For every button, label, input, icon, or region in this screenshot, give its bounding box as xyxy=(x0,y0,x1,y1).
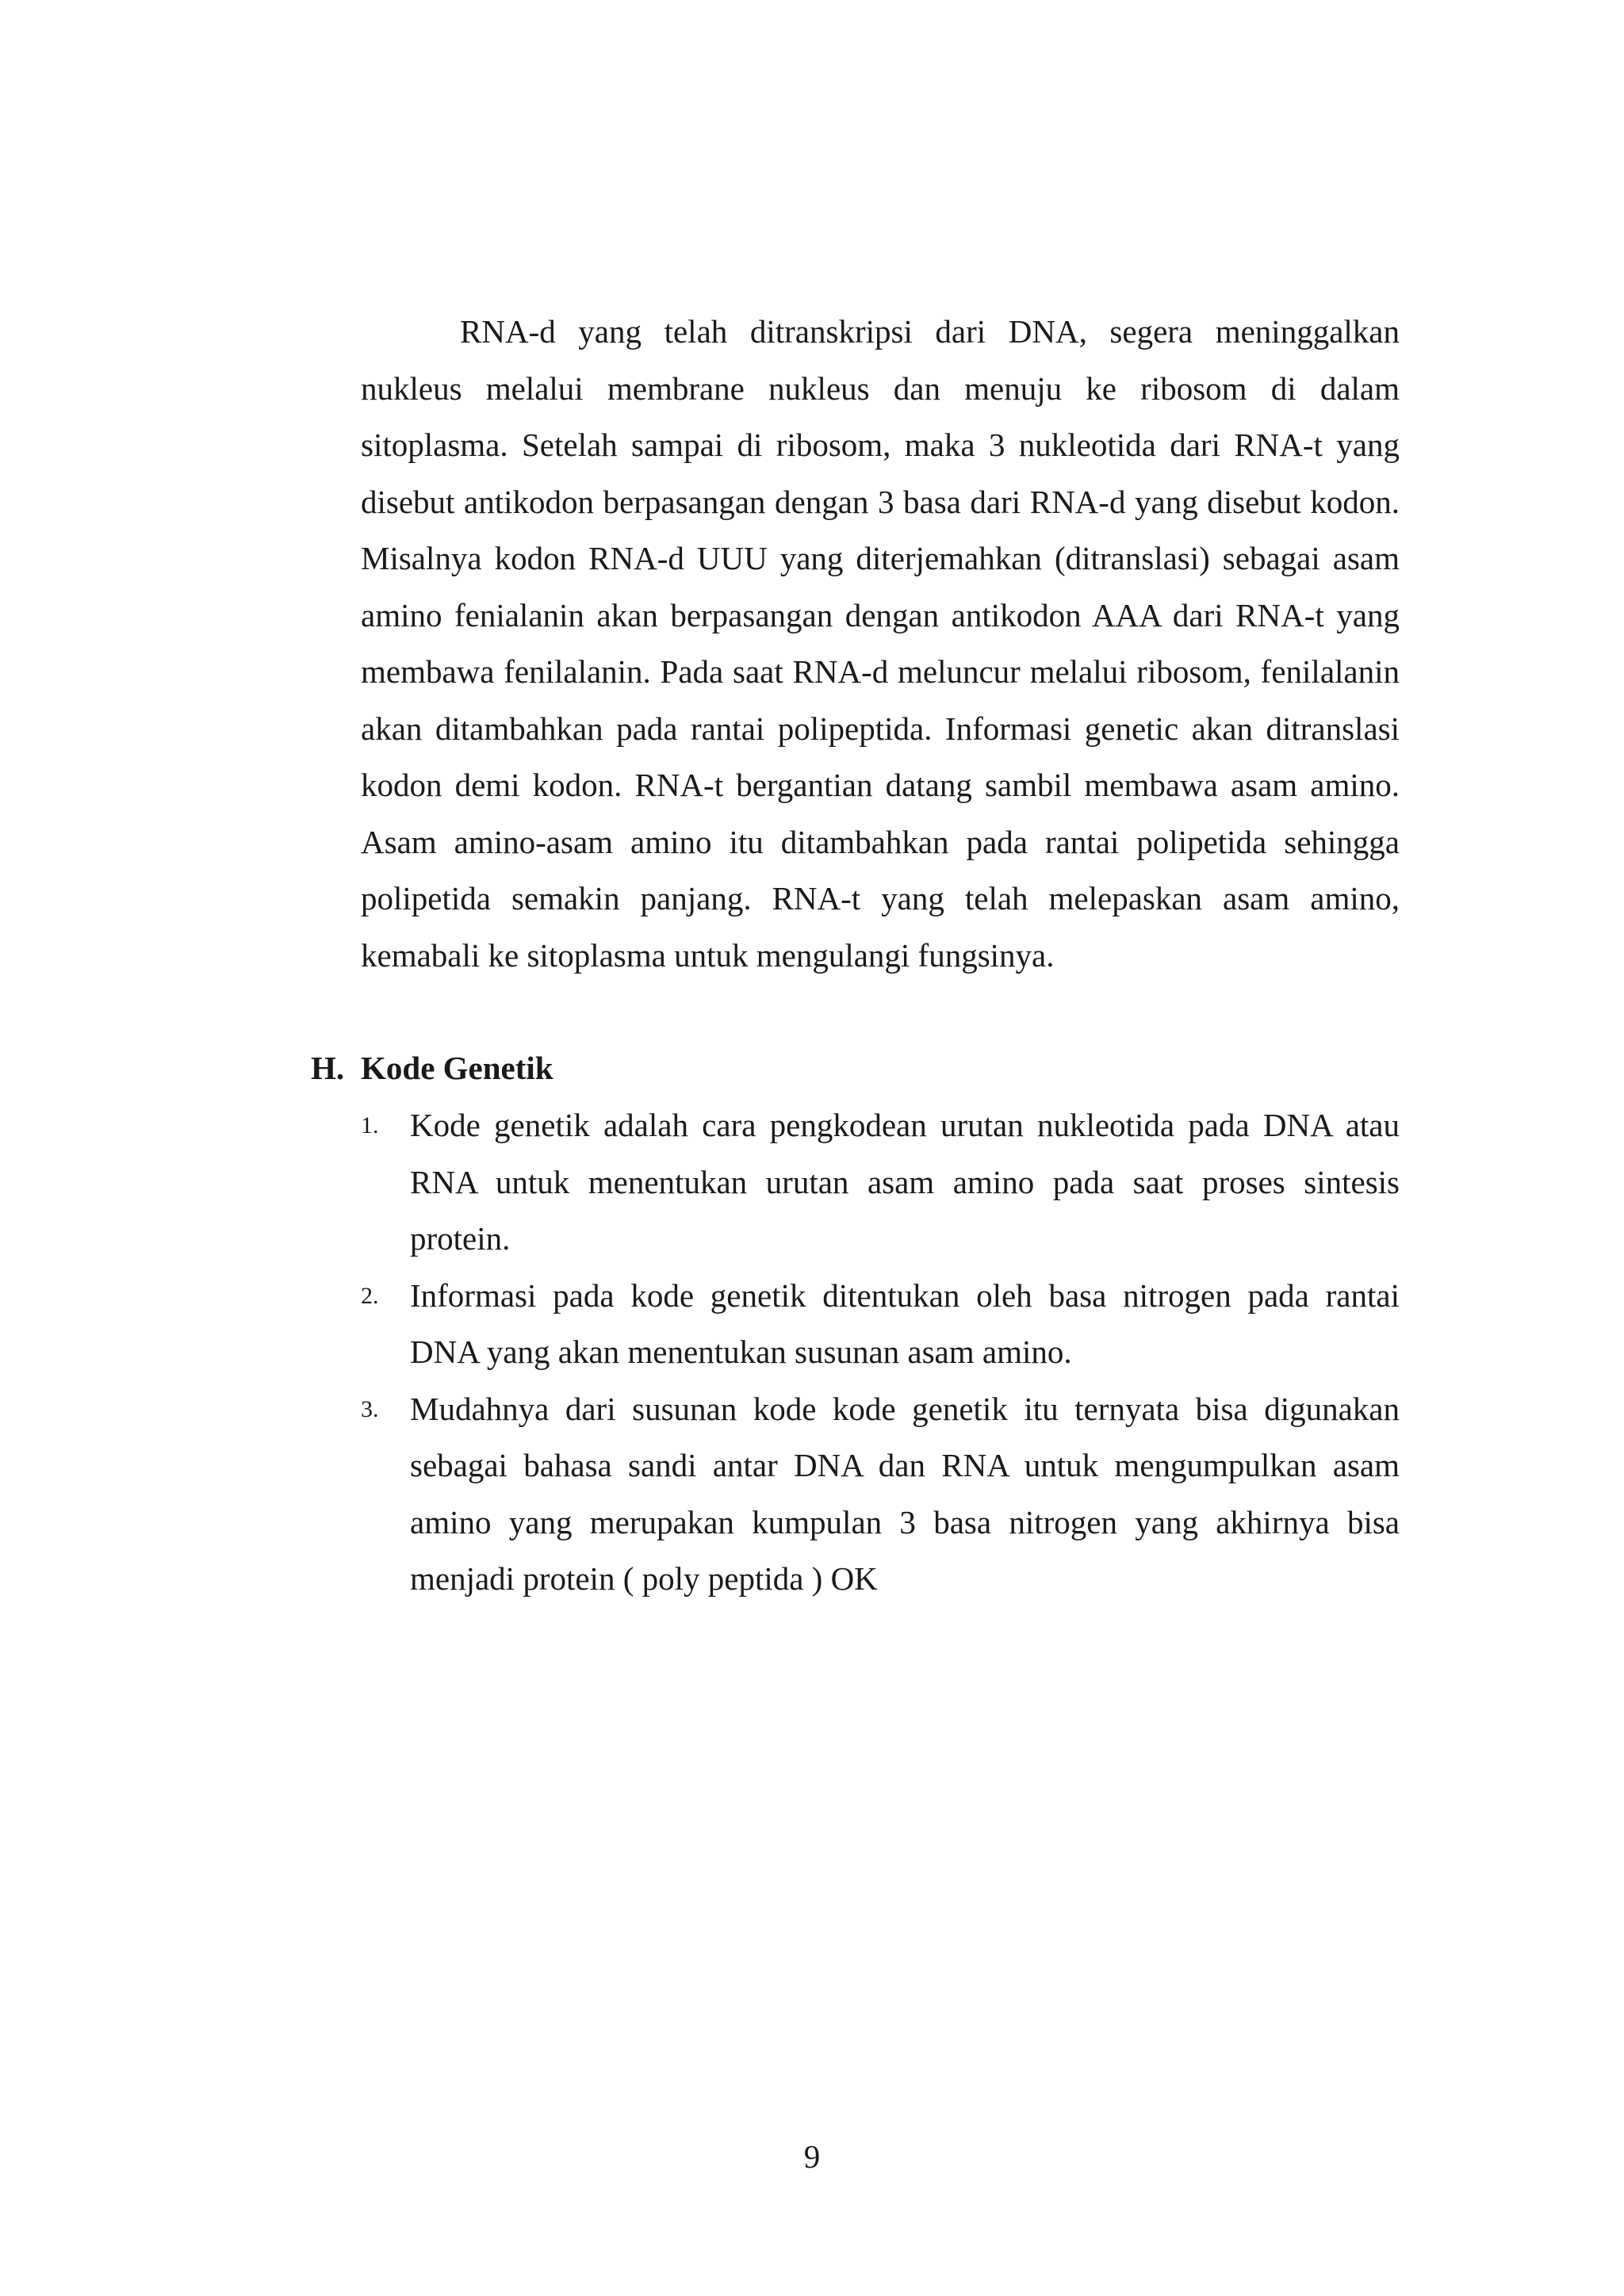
body-text-block xyxy=(361,304,1400,984)
list-item xyxy=(361,1097,1400,1268)
list-item-text: Informasi pada kode genetik ditentukan oleh basa nitrogen pada rantai DNA yang akan menentukan susunan asam amino. xyxy=(410,1276,1400,1370)
list-item xyxy=(361,1381,1400,1608)
section-letter: H. xyxy=(311,1050,345,1086)
section-heading xyxy=(311,1040,553,1097)
list-item-number: 3. xyxy=(361,1395,379,1422)
list-item-text: Mudahnya dari susunan kode kode genetik itu ternyata bisa digunakan sebagai bahasa sandi antar DNA dan RNA untuk mengumpulkan asam amino yang merupakan kumpulan 3 basa nitrogen yang akhirnya bisa menjadi protein ( poly peptida ) OK xyxy=(410,1390,1400,1597)
list-item-number: 1. xyxy=(361,1112,379,1138)
page-number: 9 xyxy=(803,2138,821,2175)
list-item-number: 2. xyxy=(361,1282,379,1309)
list-item xyxy=(361,1268,1400,1381)
body-paragraph: RNA-d yang telah ditranskripsi dari DNA, segera meninggalkan nukleus melalui membrane nukleus dan menuju ke ribosom di dalam sitoplasma. Setelah sampai di ribosom, maka 3 nukleotida dari RNA-t yang disebut antikodon berpasangan dengan 3 basa dari RNA-d yang disebut kodon. Misalnya kodon RNA-d UUU yang diterjemahkan (ditranslasi) sebagai asam amino fenialanin akan berpasangan dengan antikodon AAA dari RNA-t yang membawa fenilalanin. Pada saat RNA-d meluncur melalui ribosom, fenilalanin akan ditambahkan pada rantai polipeptida. Informasi genetic akan ditranslasi kodon demi kodon. RNA-t bergantian datang sambil membawa asam amino. Asam amino-asam amino itu ditambahkan pada rantai polipetida sehingga polipetida semakin panjang. RNA-t yang telah melepaskan asam amino, kemabali ke sitoplasma untuk mengulangi fungsinya. xyxy=(361,313,1400,974)
section-title: Kode Genetik xyxy=(361,1050,553,1086)
numbered-list xyxy=(361,1097,1400,1608)
list-item-text: Kode genetik adalah cara pengkodean urutan nukleotida pada DNA atau RNA untuk menentukan urutan asam amino pada saat proses sintesis protein. xyxy=(410,1107,1400,1257)
